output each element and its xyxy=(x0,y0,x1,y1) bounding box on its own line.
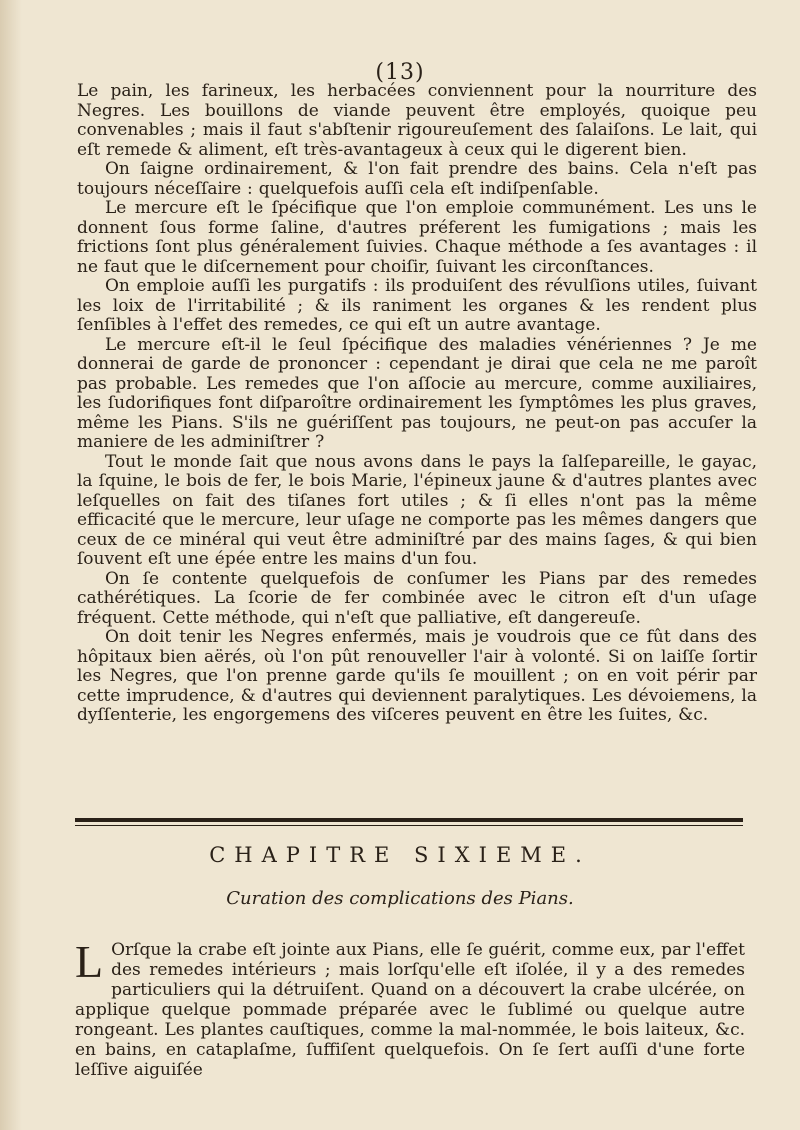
page-edge xyxy=(0,0,22,1130)
chapter-subtitle: Curation des complications des Pians. xyxy=(226,888,574,909)
paragraph-hospitals: On doit tenir les Negres enfermés, mais je voudrois que ce fût dans des hôpitaux bien aërés, où l'on pût renouveller l'air à volonté. Si on laiſſe ſortir les Negres, que l'on prenne garde qu'ils ſe mouillent ; on en voit périr par cette imprudence, & d'autres qui deviennent paralytiques. Les dévoiemens, la dyſſenterie, les engorgemens des viſceres peuvent en être les ſuites, &c. xyxy=(77,627,757,725)
chapter-paragraph: Orſque la crabe eſt jointe aux Pians, elle ſe guérit, comme eux, par l'effet des remedes intérieurs ; mais lorſqu'elle eſt iſolée, il y a des remedes particuliers qui la détruiſent. Quand on a découvert la crabe ulcérée, on applique quelque pommade préparée avec le ſublimé ou quelque autre rongeant. Les plantes cauſtiques, comme la mal-nommée, le bois laiteux, &c. en bains, en cataplaſme, ſuffiſent quelquefois. On ſe ſert auſſi d'une forte leſſive aiguiſée xyxy=(75,940,745,1080)
chapter-rule-thick xyxy=(75,818,743,822)
paragraph-specific: Le mercure eſt-il le ſeul ſpécifique des maladies vénériennes ? Je me donnerai de garde de prononcer : cependant je dirai que cela ne me paroît pas probable. Les remedes que l'on aſſocie au mercure, comme auxiliaires, les ſudorifiques font diſparoître ordinairement les ſymptômes les plus graves, même les Pians. S'ils ne guériſſent pas toujours, ne peut-on pas accuſer la maniere de les adminiſtrer ? xyxy=(77,334,757,452)
chapter-title: CHAPITRE SIXIEME. xyxy=(209,843,591,867)
paragraph-purgatives: On emploie auſſi les purgatifs : ils produiſent des révulſions utiles, ſuivant les loix de l'irritabilité ; & ils raniment les organes & les rendent plus ſenſibles à l'effet des remedes, ce qui eſt un autre avantage. xyxy=(77,276,757,335)
paragraph-caustics: On ſe contente quelquefois de conſumer les Pians par des remedes cathérétiques. La ſcorie de fer combinée avec le citron eſt d'un uſage fréquent. Cette méthode, qui n'eſt que palliative, eſt dangereuſe. xyxy=(77,568,757,628)
paragraph-bleeding: On ſaigne ordinairement, & l'on fait prendre des bains. Cela n'eſt pas toujours néceſſaire : quelquefois auſſi cela eſt indiſpenſable. xyxy=(77,159,757,199)
chapter-rule-thin xyxy=(75,825,743,826)
paragraph-plants: Tout le monde ſait que nous avons dans le pays la ſalſepareille, le gayac, la ſquine, le bois de fer, le bois Marie, l'épineux jaune & d'autres plantes avec leſquelles on fait des tiſanes fort utiles ; & ſi elles n'ont pas la même efficacité que le mercure, leur uſage ne comporte pas les mêmes dangers que ceux de ce minéral qui veut être adminiſtré par des mains ſages, & qui bien ſouvent eſt une épée entre les mains d'un fou. xyxy=(77,451,757,569)
drop-cap: L xyxy=(75,936,104,987)
page-number: (13) xyxy=(375,60,425,85)
paragraph-mercury: Le mercure eſt le ſpécifique que l'on emploie communément. Les uns le donnent ſous forme ſaline, d'autres préferent les fumigations ; mais les frictions ſont plus généralement ſuivies. Chaque méthode a ſes avantages : il ne faut que le diſcernement pour choiſir, ſuivant les circonſtances. xyxy=(77,198,757,277)
paragraph-diet: Le pain, les farineux, les herbacées conviennent pour la nourriture des Negres. Les bouillons de viande peuvent être employés, quoique peu convenables ; mais il faut s'abſtenir rigoureuſement des ſalaiſons. Le lait, qui eſt remede & aliment, eſt très-avantageux à ceux qui le digerent bien. xyxy=(77,81,757,160)
body-text xyxy=(77,82,757,726)
chapter-text xyxy=(75,936,745,1080)
